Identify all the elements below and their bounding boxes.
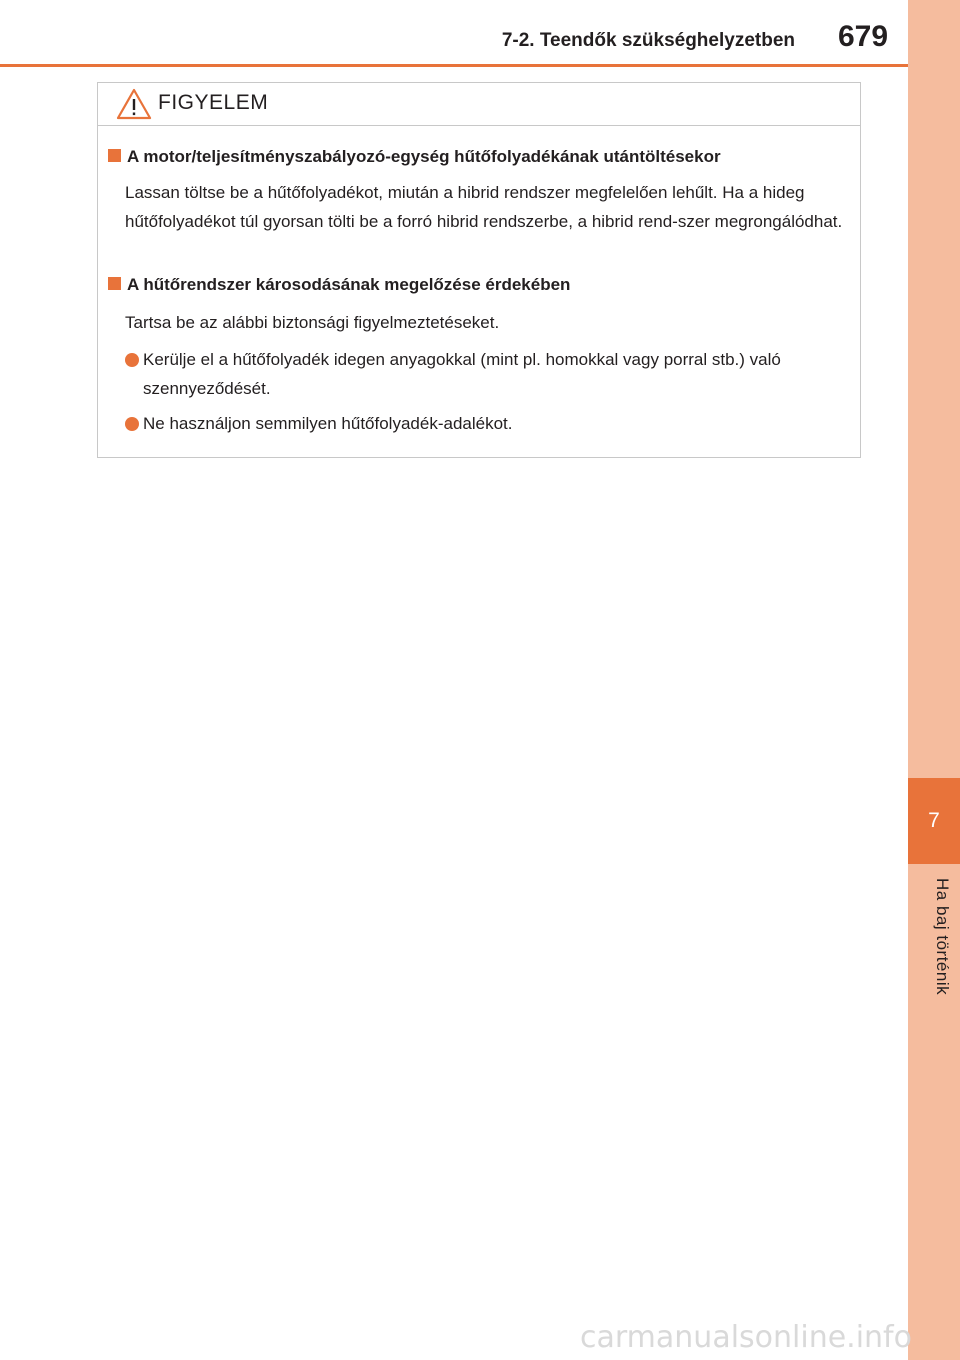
side-tab xyxy=(908,0,960,1360)
list-item-text: Kerülje el a hűtőfolyadék idegen anyagokkal (mint pl. homokkal vagy porral stb.) való szennyeződését. xyxy=(143,350,781,398)
page-number: 679 xyxy=(838,20,889,53)
round-bullet-icon xyxy=(125,417,139,431)
round-bullet-icon xyxy=(125,353,139,367)
section-heading-text: A motor/teljesítményszabályozó-egység hűtőfolyadékának utántöltésekor xyxy=(127,147,721,166)
section-text: Tartsa be az alábbi biztonsági figyelmeztetéseket. xyxy=(125,313,500,332)
chapter-label: Ha baj történik xyxy=(933,878,952,996)
list-item-text: Ne használjon semmilyen hűtőfolyadék-adalékot. xyxy=(143,414,513,433)
section-title: 7-2. Teendők szükséghelyzetben xyxy=(501,30,795,51)
warning-header xyxy=(98,83,860,126)
list-item xyxy=(125,409,855,438)
square-bullet-icon xyxy=(108,277,121,290)
section-heading xyxy=(108,147,721,167)
section-heading-text: A hűtőrendszer károsodásának megelőzése érdekében xyxy=(127,275,571,294)
list-item xyxy=(125,345,855,403)
section-text: Lassan töltse be a hűtőfolyadékot, miután a hibrid rendszer megfelelően lehűlt. Ha a hideg hűtőfolyadékot túl gyorsan tölti be a forró hibrid rendszerbe, a hibrid rend-szer megrongálódhat. xyxy=(125,183,843,231)
square-bullet-icon xyxy=(108,149,121,162)
header-rule xyxy=(0,64,908,67)
warning-box xyxy=(97,82,861,458)
section-heading xyxy=(108,275,570,295)
chapter-number-tab: 7 xyxy=(908,778,960,864)
warning-title: FIGYELEM xyxy=(158,91,269,114)
footer-watermark: carmanualsonline.info xyxy=(580,1320,912,1355)
warning-triangle-icon xyxy=(116,88,152,120)
